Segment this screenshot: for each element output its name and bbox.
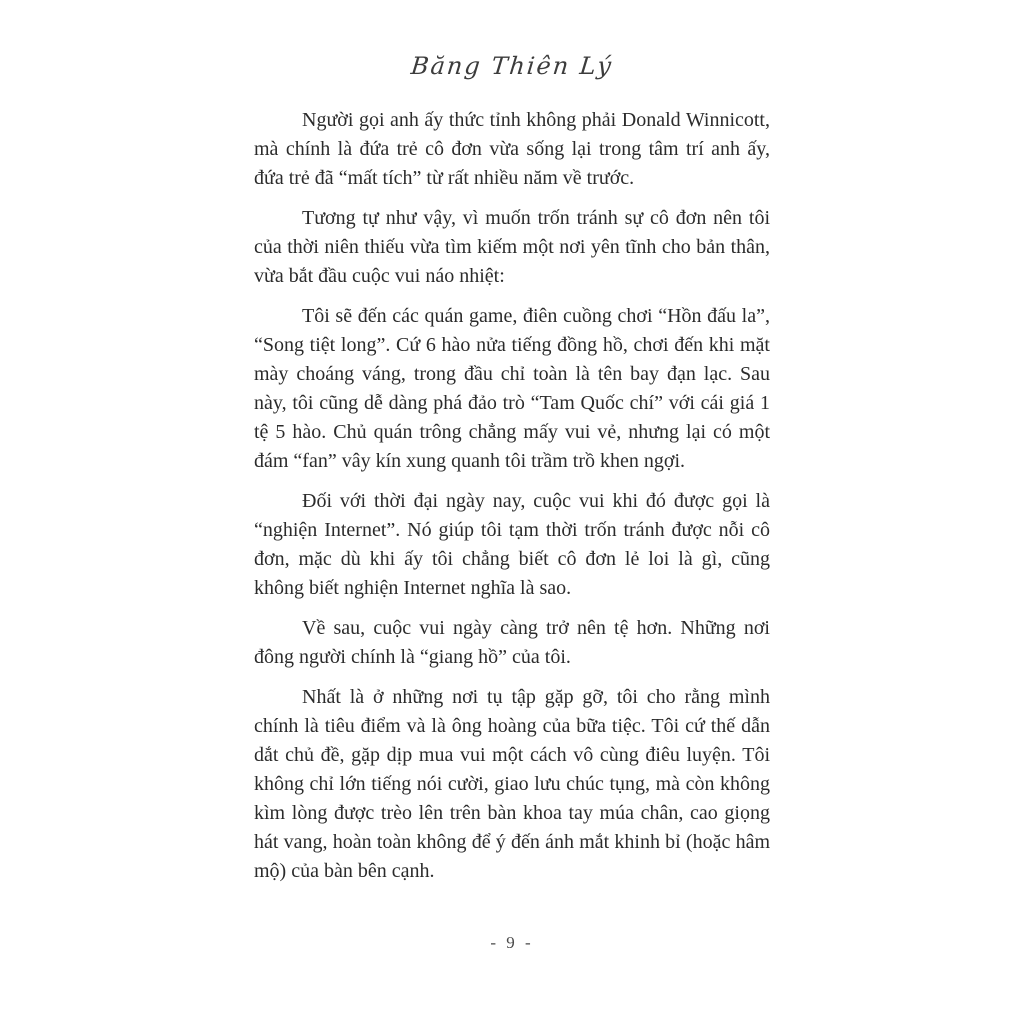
- paragraph: Tương tự như vậy, vì muốn trốn tránh sự cô đơn nên tôi của thời niên thiếu vừa tìm kiếm một nơi yên tĩnh cho bản thân, vừa bắt đầu cuộc vui náo nhiệt:: [254, 207, 770, 287]
- author-signature-header: Băng Thiên Lý: [409, 52, 615, 80]
- paragraph: Nhất là ở những nơi tụ tập gặp gỡ, tôi cho rằng mình chính là tiêu điểm và là ông hoàng của bữa tiệc. Tôi cứ thế dẫn dắt chủ đề, gặp dịp mua vui một cách vô cùng điêu luyện. Tôi không chỉ lớn tiếng nói cười, giao lưu chúc tụng, mà còn không kìm lòng được trèo lên trên bàn khoa tay múa chân, cao giọng hát vang, hoàn toàn không để ý đến ánh mắt khinh bỉ (hoặc hâm mộ) của bàn bên cạnh.: [254, 686, 770, 882]
- paragraph: Về sau, cuộc vui ngày càng trở nên tệ hơn. Những nơi đông người chính là “giang hồ” của tôi.: [254, 617, 770, 668]
- paragraph: Đối với thời đại ngày nay, cuộc vui khi đó được gọi là “nghiện Internet”. Nó giúp tôi tạm thời trốn tránh được nỗi cô đơn, mặc dù khi ấy tôi chẳng biết cô đơn lẻ loi là gì, cũng không biết nghiện Internet nghĩa là sao.: [254, 490, 770, 599]
- paragraph: Người gọi anh ấy thức tỉnh không phải Donald Winnicott, mà chính là đứa trẻ cô đơn vừa sống lại trong tâm trí anh ấy, đứa trẻ đã “mất tích” từ rất nhiều năm về trước.: [254, 109, 770, 189]
- paragraph: Tôi sẽ đến các quán game, điên cuồng chơi “Hồn đấu la”, “Song tiệt long”. Cứ 6 hào nửa tiếng đồng hồ, chơi đến khi mặt mày choáng váng, trong đầu chỉ toàn là tên bay đạn lạc. Sau này, tôi cũng dễ dàng phá đảo trò “Tam Quốc chí” với cái giá 1 tệ 5 hào. Chủ quán trông chẳng mấy vui vẻ, nhưng lại có một đám “fan” vây kín xung quanh tôi trầm trồ khen ngợi.: [254, 305, 770, 472]
- page-number: - 9 -: [490, 933, 534, 952]
- body-text-block: [254, 106, 770, 897]
